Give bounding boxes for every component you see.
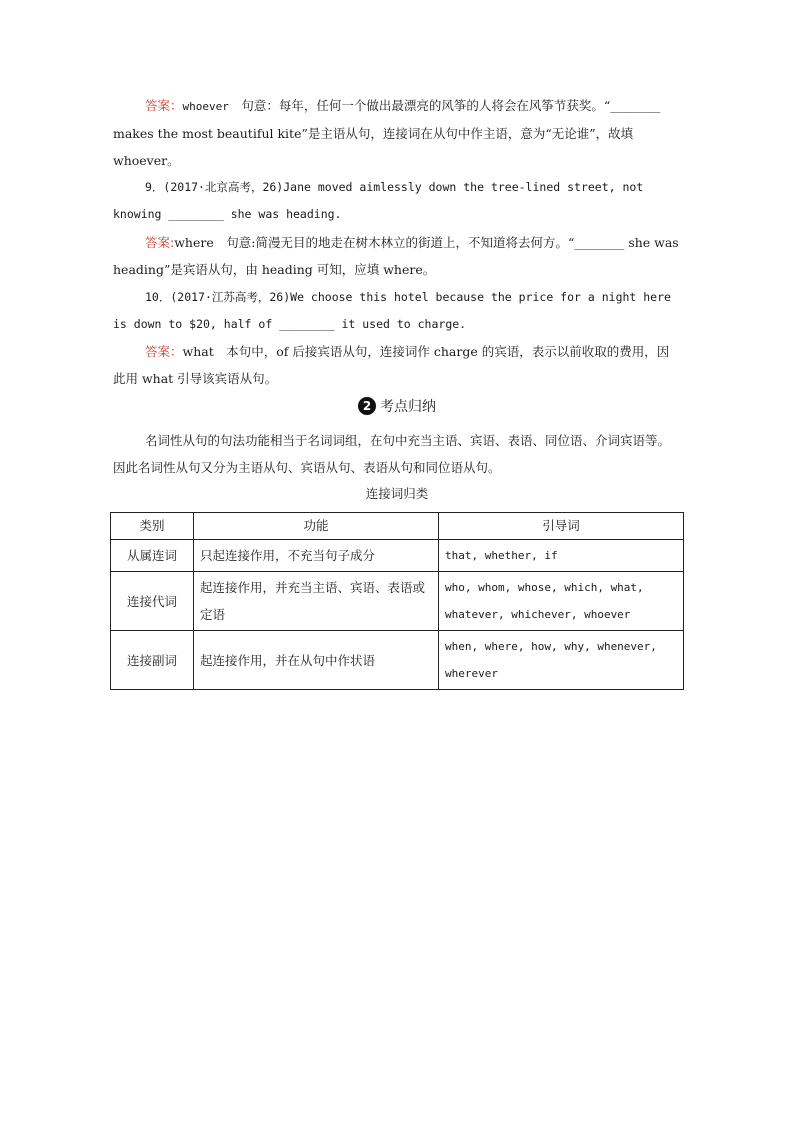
answer-10 xyxy=(113,338,681,392)
question-10: 10．(2017·江苏高考，26)We choose this hotel because the price for a night here is down to $20, half of ________ it used to charge. xyxy=(113,290,671,331)
intro-paragraph: 名词性从句的句法功能相当于名词词组，在句中充当主语、宾语、表语、同位语、介词宾语等。因此名词性从句又分为主语从句、宾语从句、表语从句和同位语从句。 xyxy=(113,433,671,475)
answer-word: whoever xyxy=(182,100,229,113)
question-9: 9．(2017·北京高考，26)Jane moved aimlessly down the tree-lined street, not knowing ________ she was heading. xyxy=(113,180,644,221)
table-row xyxy=(111,631,684,690)
cell-category: 连接代词 xyxy=(111,572,194,631)
cell-function: 起连接作用，并充当主语、宾语、表语或定语 xyxy=(194,572,439,631)
section-heading xyxy=(0,396,794,416)
cell-function: 只起连接作用，不充当句子成分 xyxy=(194,540,439,572)
cell-category: 连接副词 xyxy=(111,631,194,690)
cell-category: 从属连词 xyxy=(111,540,194,572)
answer-explanation: what 本句中，of 后接宾语从句，连接词作 charge 的宾语，表示以前收取的费用，因此用 what 引导该宾语从句。 xyxy=(113,344,670,386)
header-words: 引导词 xyxy=(439,513,684,540)
answer-label: 答案： xyxy=(145,344,183,359)
table-header-row xyxy=(111,513,684,540)
cell-function: 起连接作用，并在从句中作状语 xyxy=(194,631,439,690)
answer-explanation: where 句意:简漫无目的地走在树木林立的街道上，不知道将去何方。“________ she was heading”是宾语从句，由 heading 可知，应填 where。 xyxy=(113,235,679,277)
answer-label: 答案: xyxy=(145,235,175,250)
table-row xyxy=(111,572,684,631)
cell-words: that, whether, if xyxy=(439,540,684,572)
cell-words: who, whom, whose, which, what, whatever, whichever, whoever xyxy=(439,572,684,631)
header-function: 功能 xyxy=(194,513,439,540)
cell-words: when, where, how, why, whenever, wherever xyxy=(439,631,684,690)
table-row xyxy=(111,540,684,572)
header-category: 类别 xyxy=(111,513,194,540)
answer-label: 答案： xyxy=(145,98,183,113)
connectives-table xyxy=(110,512,684,690)
answer-explanation: 句意：每年，任何一个做出最漂亮的风筝的人将会在风筝节获奖。“________ makes the most beautiful kite”是主语从句，连接词在从句中作主语，意为“无论谁”，故填 whoever。 xyxy=(113,98,661,168)
section-title: 考点归纳 xyxy=(380,399,436,415)
answer-8 xyxy=(113,92,681,174)
answer-9 xyxy=(113,229,681,283)
section-number-badge: 2 xyxy=(358,397,376,415)
table-caption: 连接词归类 xyxy=(365,486,429,501)
